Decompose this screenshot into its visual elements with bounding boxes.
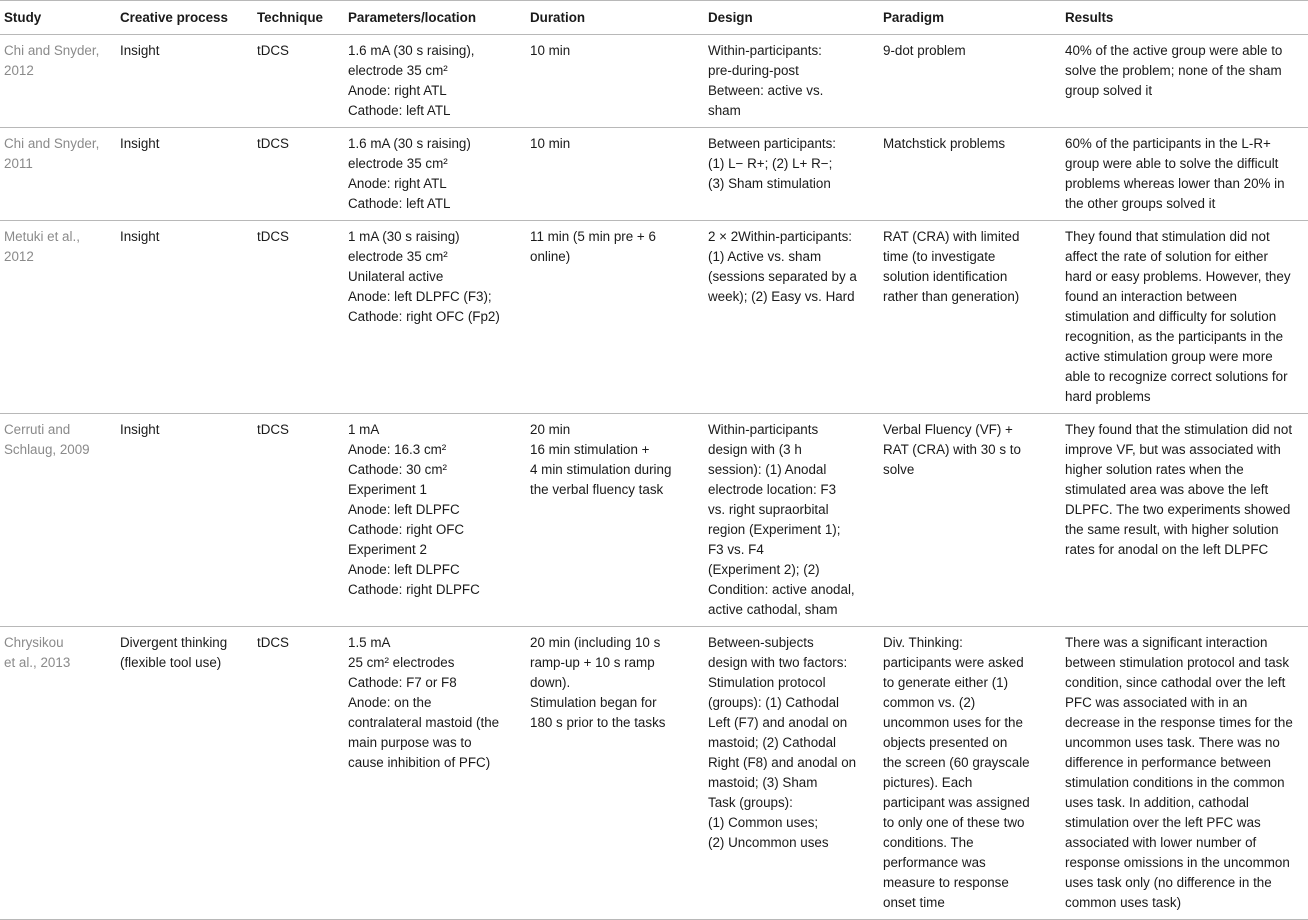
cell-line: (groups): (1) Cathodal [708,695,839,710]
cell-line: 20 min (including 10 s [530,635,661,650]
cell-line: found an interaction between [1065,289,1237,304]
cell-study [0,221,120,414]
cell-line: performance was [883,855,986,870]
cell-line: decrease in the response times for the [1065,715,1293,730]
cell-results [1065,627,1308,920]
cell-study [0,414,120,627]
cell-line: hard problems [1065,389,1151,404]
cell-line: associated with lower number of [1065,835,1257,850]
cell-line: hard or easy problems. However, they [1065,269,1291,284]
cell-line: Cathode: right OFC (Fp2) [348,309,500,324]
cell-line: Anode: 16.3 cm² [348,442,447,457]
cell-line: able to recognize correct solutions for [1065,369,1288,384]
cell-line: 10 min [530,43,571,58]
cell-line: Experiment 1 [348,482,427,497]
cell-line: Anode: left DLPFC (F3); [348,289,492,304]
cell-line: (sessions separated by a [708,269,857,284]
cell-line: Stimulation protocol [708,675,826,690]
cell-line: 16 min stimulation + [530,442,650,457]
cell-line: 2012 [4,249,34,264]
cell-line: Cerruti and [4,422,71,437]
cell-line: uses task only (no difference in the [1065,875,1272,890]
cell-line: Chrysikou [4,635,64,650]
cell-line: Divergent thinking [120,635,228,650]
cell-line: to generate either (1) [883,675,1009,690]
header-results: Results [1065,10,1114,25]
cell-line: 10 min [530,136,571,151]
table-header [0,1,1308,35]
cell-line: main purpose was to [348,735,472,750]
cell-line: (1) L− R+; (2) L+ R−; [708,156,833,171]
cell-line: Task (groups): [708,795,793,810]
cell-line: Anode: left DLPFC [348,502,460,517]
header-technique: Technique [257,10,323,25]
header-study: Study [4,10,42,25]
cell-line: electrode 35 cm² [348,63,448,78]
cell-process [120,414,257,627]
cell-paradigm [883,221,1065,414]
cell-line: design with two factors: [708,655,848,670]
cell-line: Insight [120,43,160,58]
cell-line: problems whereas lower than 20% in [1065,176,1285,191]
header-creative-process: Creative process [120,10,228,25]
cell-line: Matchstick problems [883,136,1006,151]
cell-line: participant was assigned [883,795,1030,810]
cell-line: group solved it [1065,83,1153,98]
cell-line: session): (1) Anodal [708,462,827,477]
cell-line: Stimulation began for [530,695,657,710]
cell-line: 1.6 mA (30 s raising), [348,43,475,58]
cell-line: group were able to solve the difficult [1065,156,1279,171]
cell-line: 11 min (5 min pre + 6 [530,229,656,244]
cell-line: Schlaug, 2009 [4,442,90,457]
cell-line: objects presented on [883,735,1008,750]
cell-line: participants were asked [883,655,1024,670]
cell-line: between stimulation protocol and task [1065,655,1290,670]
cell-line: onset time [883,895,945,910]
cell-line: Right (F8) and anodal on [708,755,857,770]
header-parameters-location: Parameters/location [348,10,477,25]
cell-results [1065,128,1308,221]
table-row [0,414,1308,627]
cell-duration [530,128,708,221]
cell-line: Insight [120,229,160,244]
cell-line: region (Experiment 1); [708,522,841,537]
cell-duration [530,221,708,414]
cell-line: solve the problem; none of the sham [1065,63,1282,78]
cell-parameters [348,627,530,920]
table-body [0,35,1308,920]
cell-design [708,128,883,221]
cell-line: pictures). Each [883,775,973,790]
cell-line: Div. Thinking: [883,635,963,650]
cell-line: stimulation conditions in the common [1065,775,1285,790]
cell-line: Insight [120,136,160,151]
cell-line: 1 mA (30 s raising) [348,229,460,244]
cell-line: vs. right supraorbital [708,502,829,517]
cell-line: measure to response [883,875,1009,890]
cell-process [120,627,257,920]
cell-line: (2) Uncommon uses [708,835,829,850]
cell-line: (Experiment 2); (2) [708,562,820,577]
cell-line: (3) Sham stimulation [708,176,831,191]
cell-line: Metuki et al., [4,229,80,244]
cell-paradigm [883,627,1065,920]
cell-line: RAT (CRA) with limited [883,229,1020,244]
cell-duration [530,627,708,920]
cell-line: Cathode: 30 cm² [348,462,447,477]
cell-technique [257,35,348,128]
cell-line: They found that stimulation did not [1065,229,1270,244]
cell-line: (1) Active vs. sham [708,249,822,264]
cell-line: Insight [120,422,160,437]
cell-parameters [348,414,530,627]
cell-line: improve VF, but was associated with [1065,442,1281,457]
header-design: Design [708,10,753,25]
cell-line: DLPFC. The two experiments showed [1065,502,1291,517]
cell-line: 1.5 mA [348,635,391,650]
cell-line: Cathode: left ATL [348,196,451,211]
cell-parameters [348,128,530,221]
cell-line: Cathode: right DLPFC [348,582,480,597]
cell-line: solve [883,462,915,477]
cell-line: 20 min [530,422,571,437]
cell-line: week); (2) Easy vs. Hard [708,289,855,304]
cell-line: affect the rate of solution for either [1065,249,1268,264]
cell-line: tDCS [257,43,289,58]
cell-line: Chi and Snyder, [4,136,100,151]
cell-line: (1) Common uses; [708,815,819,830]
cell-line: tDCS [257,136,289,151]
cell-line: electrode 35 cm² [348,249,448,264]
cell-line: electrode 35 cm² [348,156,448,171]
cell-results [1065,221,1308,414]
cell-line: the other groups solved it [1065,196,1216,211]
cell-line: et al., 2013 [4,655,71,670]
cell-line: down). [530,675,571,690]
cell-line: recognition, as the participants in the [1065,329,1284,344]
cell-line: the verbal fluency task [530,482,664,497]
cell-process [120,128,257,221]
cell-line: contralateral mastoid (the [348,715,500,730]
cell-line: mastoid; (2) Cathodal [708,735,837,750]
cell-line: There was a significant interaction [1065,635,1268,650]
cell-parameters [348,221,530,414]
cell-line: Within-participants: [708,43,822,58]
cell-line: Anode: right ATL [348,176,447,191]
cell-line: 4 min stimulation during [530,462,672,477]
table-row [0,627,1308,920]
cell-design [708,35,883,128]
cell-line: Between participants: [708,136,837,151]
cell-line: Verbal Fluency (VF) + [883,422,1013,437]
cell-line: Anode: right ATL [348,83,447,98]
cell-line: Between-subjects [708,635,814,650]
cell-paradigm [883,35,1065,128]
cell-technique [257,414,348,627]
cell-line: common uses task) [1065,895,1182,910]
cell-line: stimulation and difficulty for solution [1065,309,1277,324]
cell-line: the same result, with higher solution [1065,522,1279,537]
cell-results [1065,414,1308,627]
cell-line: the screen (60 grayscale [883,755,1030,770]
cell-line: rather than generation) [883,289,1020,304]
cell-line: cause inhibition of PFC) [348,755,491,770]
cell-line: 2011 [4,156,33,171]
table-row [0,221,1308,414]
cell-line: 180 s prior to the tasks [530,715,666,730]
cell-parameters [348,35,530,128]
cell-line: RAT (CRA) with 30 s to [883,442,1021,457]
cell-line: condition, since cathodal over the left [1065,675,1286,690]
table-row [0,35,1308,128]
cell-line: solution identification [883,269,1008,284]
cell-line: difference in performance between [1065,755,1271,770]
cell-line: Condition: active anodal, [708,582,855,597]
cell-line: 1 mA [348,422,380,437]
cell-paradigm [883,414,1065,627]
header-row [0,1,1308,35]
cell-line: higher solution rates when the [1065,462,1244,477]
cell-process [120,35,257,128]
cell-design [708,221,883,414]
cell-line: Chi and Snyder, [4,43,100,58]
cell-line: Experiment 2 [348,542,427,557]
cell-line: Left (F7) and anodal on [708,715,848,730]
cell-line: common vs. (2) [883,695,976,710]
cell-line: 2 × 2Within-participants: [708,229,853,244]
cell-line: active stimulation group were more [1065,349,1273,364]
cell-line: pre-during-post [708,63,799,78]
cell-results [1065,35,1308,128]
header-duration: Duration [530,10,586,25]
cell-line: They found that the stimulation did not [1065,422,1293,437]
cell-line: Anode: on the [348,695,432,710]
cell-line: mastoid; (3) Sham [708,775,818,790]
cell-line: electrode location: F3 [708,482,837,497]
cell-line: tDCS [257,635,289,650]
cell-line: tDCS [257,229,289,244]
cell-process [120,221,257,414]
cell-line: stimulation over the left PFC was [1065,815,1261,830]
cell-line: 40% of the active group were able to [1065,43,1283,58]
cell-line: stimulated area was above the left [1065,482,1269,497]
cell-line: ramp-up + 10 s ramp [530,655,655,670]
cell-line: time (to investigate [883,249,996,264]
cell-line: Cathode: left ATL [348,103,451,118]
cell-line: sham [708,103,741,118]
cell-line: uncommon uses task. There was no [1065,735,1280,750]
cell-line: uses task. In addition, cathodal [1065,795,1249,810]
cell-line: Cathode: right OFC [348,522,465,537]
cell-line: 2012 [4,63,34,78]
cell-line: 60% of the participants in the L-R+ [1065,136,1271,151]
cell-study [0,35,120,128]
cell-line: Anode: left DLPFC [348,562,460,577]
cell-study [0,627,120,920]
cell-line: uncommon uses for the [883,715,1023,730]
cell-line: Between: active vs. [708,83,824,98]
cell-line: F3 vs. F4 [708,542,764,557]
cell-line: (flexible tool use) [120,655,222,670]
cell-technique [257,221,348,414]
cell-paradigm [883,128,1065,221]
cell-line: response omissions in the uncommon [1065,855,1290,870]
cell-line: Within-participants [708,422,819,437]
cell-technique [257,627,348,920]
cell-line: active cathodal, sham [708,602,838,617]
cell-line: online) [530,249,571,264]
cell-line: rates for anodal on the left DLPFC [1065,542,1269,557]
cell-design [708,414,883,627]
cell-line: to only one of these two [883,815,1025,830]
cell-line: tDCS [257,422,289,437]
table-row [0,128,1308,221]
cell-design [708,627,883,920]
cell-line: 25 cm² electrodes [348,655,455,670]
cell-line: conditions. The [883,835,974,850]
cell-line: Cathode: F7 or F8 [348,675,457,690]
cell-line: PFC was associated with in an [1065,695,1248,710]
cell-line: design with (3 h [708,442,802,457]
cell-line: 9-dot problem [883,43,966,58]
header-paradigm: Paradigm [883,10,945,25]
cell-duration [530,414,708,627]
cell-duration [530,35,708,128]
cell-line: Unilateral active [348,269,444,284]
cell-line: 1.6 mA (30 s raising) [348,136,471,151]
cell-technique [257,128,348,221]
cell-study [0,128,120,221]
